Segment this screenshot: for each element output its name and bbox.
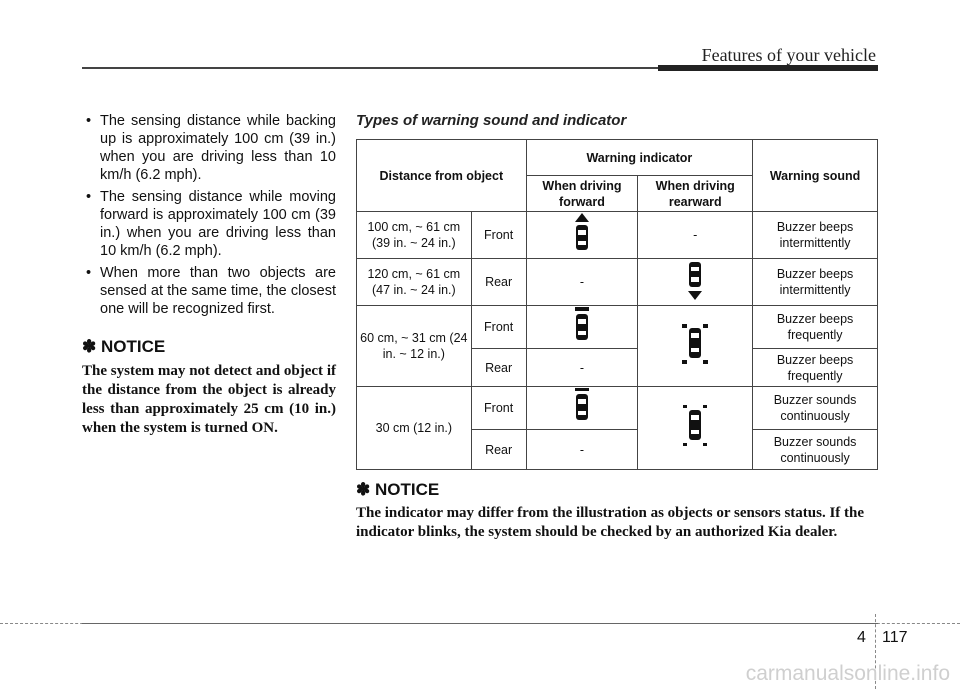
sound-cell: Buzzer sounds continuously — [753, 430, 878, 470]
table-row — [357, 259, 878, 306]
sound-cell: Buzzer sounds continuously — [753, 387, 878, 430]
car-all-sensors-icon — [680, 322, 710, 366]
page-number: 117 — [882, 629, 908, 646]
bullet-item: • The sensing distance while backing up is approximately 100 cm (39 in.) when you are driving less than 10 km/h (6.2 mph). — [82, 112, 336, 184]
notice-body: The indicator may differ from the illustration as objects or sensors status. If the indicator blinks, the system should be checked by an authorized Kia dealer. — [356, 505, 865, 540]
table-row — [357, 387, 878, 430]
bullet-item: • The sensing distance while moving forward is approximately 100 cm (39 in.) when you are driving less than 10 km/h (6.2 mph). — [82, 188, 336, 260]
notice-heading: ✽ NOTICE — [82, 337, 166, 356]
section-title: Types of warning sound and indicator — [356, 112, 627, 129]
forward-cell: - — [526, 349, 638, 387]
header-forward: When driving forward — [526, 176, 638, 212]
header-sound: Warning sound — [753, 140, 878, 212]
rearward-cell — [638, 306, 753, 387]
direction-cell: Front — [471, 212, 526, 259]
left-column — [82, 112, 336, 438]
right-column — [356, 112, 878, 542]
footer-rule — [82, 623, 878, 624]
header-indicator: Warning indicator — [526, 140, 753, 176]
bullet-list — [82, 112, 336, 318]
watermark: carmanualsonline.info — [745, 662, 950, 685]
direction-cell: Front — [471, 387, 526, 430]
car-all-sensors-icon — [680, 404, 710, 448]
table-row — [357, 306, 878, 349]
distance-cell: 30 cm (12 in.) — [357, 387, 472, 470]
direction-cell: Rear — [471, 430, 526, 470]
car-front-sensor-icon — [573, 213, 591, 253]
direction-cell: Front — [471, 306, 526, 349]
forward-cell — [526, 306, 638, 349]
notice-heading: ✽ NOTICE — [356, 480, 440, 499]
direction-cell: Rear — [471, 259, 526, 306]
header-distance: Distance from object — [357, 140, 527, 212]
header-accent-bar — [658, 65, 878, 71]
car-rear-sensor-icon — [686, 260, 704, 300]
header-rearward: When driving rearward — [638, 176, 753, 212]
sound-cell: Buzzer beeps intermittently — [753, 212, 878, 259]
rearward-cell — [638, 259, 753, 306]
forward-cell: - — [526, 430, 638, 470]
notice-body: The system may not detect and object if the distance from the object is already less than approximately 25 cm (10 in.) when the system is turned ON. — [82, 363, 336, 436]
car-front-sensor-icon — [573, 307, 591, 343]
direction-cell: Rear — [471, 349, 526, 387]
car-front-sensor-icon — [573, 388, 591, 424]
forward-cell — [526, 212, 638, 259]
header-title: Features of your vehicle — [701, 45, 876, 65]
bullet-item: • When more than two objects are sensed at the same time, the closest one will be recognized first. — [82, 264, 336, 318]
forward-cell: - — [526, 259, 638, 306]
forward-cell — [526, 387, 638, 430]
sound-cell: Buzzer beeps intermittently — [753, 259, 878, 306]
rearward-cell: - — [638, 212, 753, 259]
distance-cell: 60 cm, ~ 31 cm (24 in. ~ 12 in.) — [357, 306, 472, 387]
sound-cell: Buzzer beeps frequently — [753, 306, 878, 349]
sound-cell: Buzzer beeps frequently — [753, 349, 878, 387]
table-row — [357, 212, 878, 259]
distance-cell: 120 cm, ~ 61 cm (47 in. ~ 24 in.) — [357, 259, 472, 306]
warning-table — [356, 139, 878, 470]
chapter-number: 4 — [857, 629, 866, 646]
rearward-cell — [638, 387, 753, 470]
distance-cell: 100 cm, ~ 61 cm (39 in. ~ 24 in.) — [357, 212, 472, 259]
